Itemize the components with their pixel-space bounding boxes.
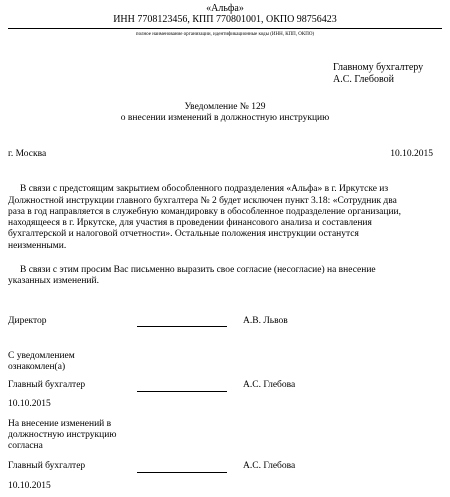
- consent-line2: должностную инструкцию: [8, 430, 117, 440]
- director-signature-line: [137, 326, 227, 327]
- acquainted-date: 10.10.2015: [8, 399, 51, 409]
- body-p1-line4: находящееся в г. Иркутске, для участия в проведении финансового анализа и составления: [8, 218, 372, 228]
- body-p1-line1: В связи с предстоящим закрытием обособленного подразделения «Альфа» в г. Иркутске из: [20, 184, 389, 194]
- doc-title: Уведомление № 129: [184, 102, 266, 112]
- director-label: Директор: [8, 316, 47, 326]
- director-name: А.В. Львов: [243, 316, 288, 326]
- body-p1-line6: неизменными.: [8, 241, 67, 251]
- doc-subtitle: о внесении изменений в должностную инструкцию: [120, 113, 330, 123]
- consent-line3: согласна: [8, 441, 43, 451]
- acquainted-line2: ознакомлен(а): [8, 362, 66, 372]
- body-p1-line5: бухгалтерской и налоговой отчетности». Остальные положения инструкции останутся: [8, 229, 359, 239]
- body-p2-line2: указанных изменений.: [8, 276, 99, 286]
- body-p1-line2: Должностной инструкции главного бухгалтера № 2 будет исключен пункт 3.18: «Сотрудник два: [8, 196, 397, 206]
- addressee-line2: А.С. Глебовой: [333, 74, 394, 85]
- chief-accountant-signature-line-2: [137, 472, 227, 473]
- header-underline: [8, 28, 442, 29]
- body-p1-line3: раза в год направляется в служебную командировку в обособленное подразделение организации,: [8, 207, 402, 217]
- consent-date: 10.10.2015: [8, 481, 51, 491]
- chief-accountant-name-2: А.С. Глебова: [243, 461, 296, 471]
- chief-accountant-signature-line-1: [137, 391, 227, 392]
- chief-accountant-label-2: Главный бухгалтер: [8, 461, 86, 471]
- doc-place: г. Москва: [8, 149, 47, 159]
- org-ids: ИНН 7708123456, КПП 770801001, ОКПО 98756423: [113, 14, 337, 25]
- body-p2-line1: В связи с этим просим Вас письменно выразить свое согласие (несогласие) на внесение: [20, 265, 376, 275]
- org-caption: полное наименование организации, идентификационные коды (ИНН, КПП, ОКПО): [135, 32, 315, 37]
- org-name: «Альфа»: [206, 3, 244, 14]
- doc-date: 10.10.2015: [390, 149, 433, 159]
- acquainted-line1: С уведомлением: [8, 351, 75, 361]
- consent-line1: На внесение изменений в: [8, 419, 112, 429]
- addressee-line1: Главному бухгалтеру: [333, 62, 424, 73]
- chief-accountant-name-1: А.С. Глебова: [243, 380, 296, 390]
- chief-accountant-label-1: Главный бухгалтер: [8, 380, 86, 390]
